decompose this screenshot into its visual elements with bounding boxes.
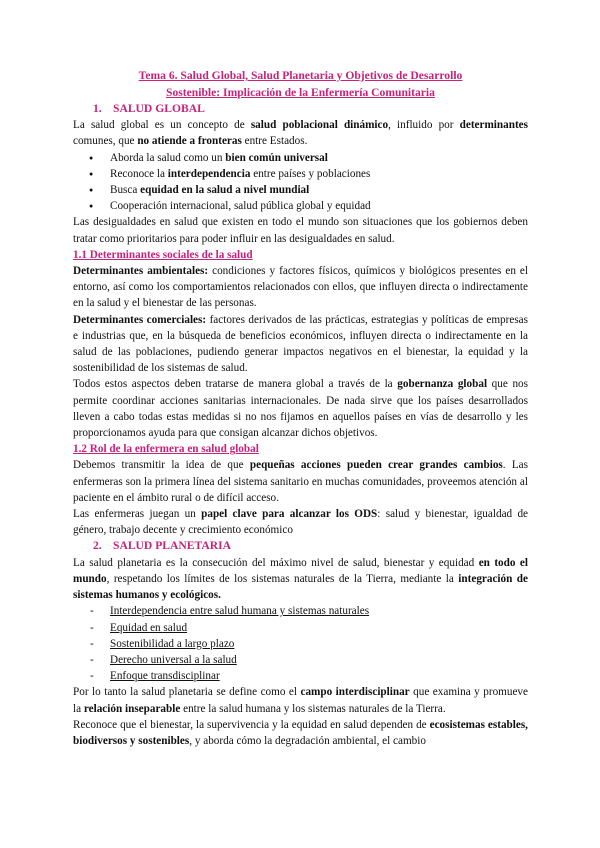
list-item: ● Reconoce la interdependencia entre países y poblaciones	[73, 166, 528, 182]
list-item: - Derecho universal a la salud	[73, 652, 528, 668]
paragraph-desigualdades: Las desigualdades en salud que existen en todo el mundo son situaciones que los gobiernos deben tratar como prioritarios para poder influir en las desigualdades en salud.	[73, 216, 528, 245]
subsection-heading-determinantes: 1.1 Determinantes sociales de la salud	[73, 248, 253, 261]
paragraph-salud-global-intro: La salud global es un concepto de salud poblacional dinámico, influido por determinantes comunes, que no atiende a fronteras entre Estados.	[73, 119, 528, 148]
title-line-1: Tema 6. Salud Global, Salud Planetaria y Objetivos de Desarrollo	[138, 69, 463, 82]
list-item: - Equidad en salud	[73, 620, 528, 636]
list-item: ● Cooperación internacional, salud pública global y equidad	[73, 198, 528, 214]
paragraph-salud-planetaria-def: La salud planetaria es la consecución del máximo nivel de salud, bienestar y equidad en todo el mundo, respetando los límites de los sistemas naturales de la Tierra, mediante la integración de sistemas humanos y ecológicos.	[73, 556, 528, 602]
list-item: ● Aborda la salud como un bien común universal	[73, 150, 528, 166]
paragraph-ods: Las enfermeras juegan un papel clave para alcanzar los ODS: salud y bienestar, igualdad de género, trabajo decente y crecimiento económico	[73, 508, 529, 537]
list-item: - Interdependencia entre salud humana y sistemas naturales	[73, 603, 528, 619]
subsection-heading-rol-enfermera: 1.2 Rol de la enfermera en salud global	[73, 443, 259, 456]
bullet-list-salud-global	[73, 150, 528, 215]
section-heading-salud-planetaria: 2. SALUD PLANETARIA	[93, 539, 231, 553]
paragraph-gobernanza-global: Todos estos aspectos deben tratarse de manera global a través de la gobernanza global que nos permite coordinar acciones sanitarias internacionales. De nada sirve que los países desarrollados lleven a cabo todas estas medidas si no nos fijamos en aquellos países en vías de desarrollo y les proporcionamos ayuda para que consigan alcanzar dichos objetivos.	[73, 378, 528, 440]
list-item: ● Busca equidad en la salud a nivel mundial	[73, 182, 528, 198]
list-item: - Sostenibilidad a largo plazo	[73, 636, 528, 652]
paragraph-ecosistemas: Reconoce que el bienestar, la supervivencia y la equidad en salud dependen de ecosistemas estables, biodiversos y sostenibles, y aborda cómo la degradación ambiental, el cambio	[73, 718, 528, 747]
title-line-2: Sostenible: Implicación de la Enfermería Comunitaria	[166, 85, 435, 99]
paragraph-determinantes-ambientales: Determinantes ambientales: condiciones y factores físicos, químicos y biológicos presentes en el entorno, así como los comportamientos relacionados con ellos, que influyen directa o indirectamente en la salud y el bienestar de las personas.	[73, 265, 528, 310]
paragraph-campo-interdisciplinar: Por lo tanto la salud planetaria se define como el campo interdisciplinar que examina y promueve la relación inseparable entre la salud humana y los sistemas naturales de la Tierra.	[73, 686, 528, 715]
dash-list-salud-planetaria	[73, 603, 528, 684]
document-title	[73, 68, 528, 101]
paragraph-determinantes-comerciales: Determinantes comerciales: factores derivados de las prácticas, estrategias y políticas de empresas e industrias que, en la búsqueda de beneficios económicos, influyen directa o indirectamente en la salud de las poblaciones, pudiendo generar impactos negativos en el bienestar, la equidad y la sostenibilidad de los sistemas de salud.	[73, 313, 528, 375]
paragraph-pequenas-acciones: Debemos transmitir la idea de que pequeñas acciones pueden crear grandes cambios. Las enfermeras son la primera línea del sistema sanitario en muchas comunidades, proveemos atención al paciente en el ámbito rural o de difícil acceso.	[73, 459, 528, 504]
list-item: - Enfoque transdisciplinar	[73, 668, 528, 684]
section-heading-salud-global: 1. SALUD GLOBAL	[93, 102, 205, 115]
